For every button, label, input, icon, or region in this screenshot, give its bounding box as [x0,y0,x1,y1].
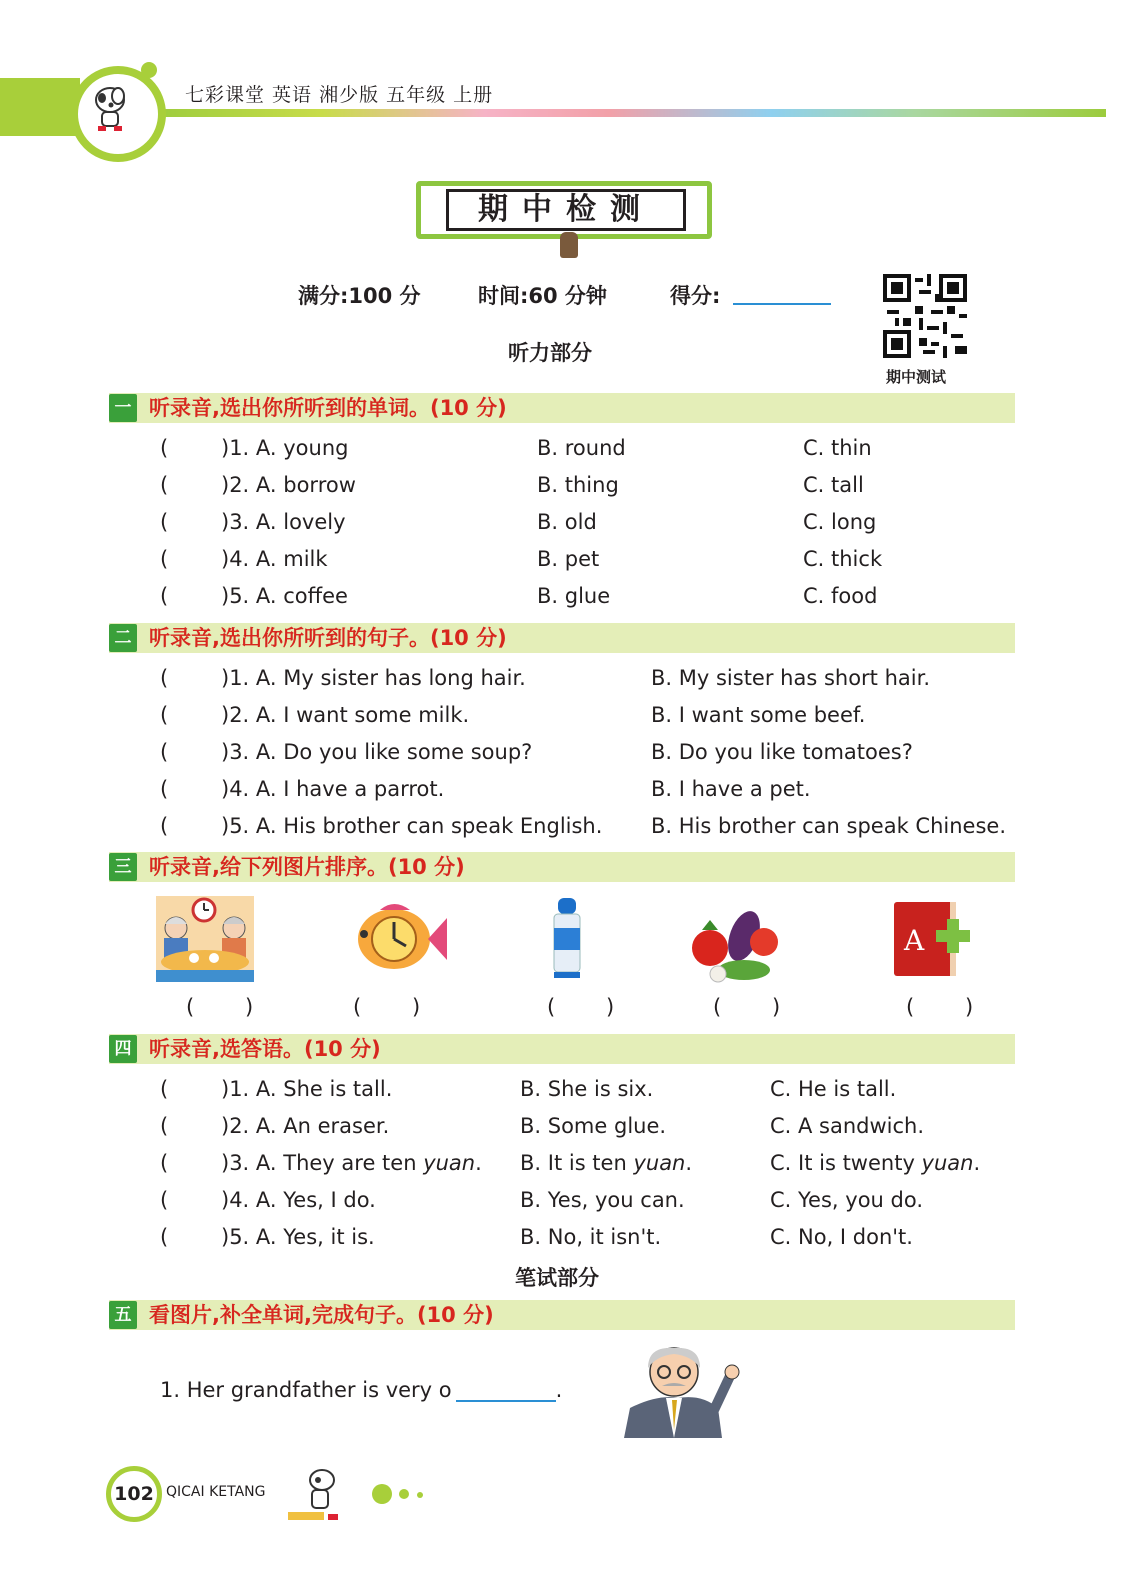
picture-order-paren[interactable]: ) [245,995,254,1019]
time-limit: 时间:60 分钟 [478,284,607,308]
score-blank[interactable] [733,303,831,305]
answer-paren: ( [160,510,169,534]
question-row [0,740,1134,770]
option-b: B. glue [537,584,611,608]
option-b-text: B. Some glue. [520,1114,667,1138]
option-c [770,1151,980,1175]
answer-paren: ( [160,547,169,571]
option-c-text: C. He is tall. [770,1077,897,1101]
qr-caption: 期中测试 [886,368,947,386]
grandparents-dinner-picture [156,896,254,982]
answer-paren: ( [160,1225,169,1249]
picture-order-paren[interactable]: ( [713,995,722,1019]
option-a [221,1151,482,1175]
option-a-text: )2. A. An eraser. [221,1114,390,1138]
section-title: 听录音,给下列图片排序。(10 分) [149,855,465,879]
option-b: B. I want some beef. [651,703,866,727]
option-c-text: C. A sandwich. [770,1114,925,1138]
score-label: 得分: [670,284,721,308]
header-mascot-circle [70,66,166,162]
full-score: 满分:100 分 [298,284,421,308]
picture-order-paren[interactable]: ) [965,995,974,1019]
option-c: C. thick [803,547,883,571]
period: . [973,1151,981,1175]
section-number: 三 [109,853,137,881]
section-title: 听录音,选出你所听到的句子。(10 分) [149,626,507,650]
vegetables-picture [688,900,782,984]
section-number: 二 [109,624,137,652]
picture-order-paren[interactable]: ( [186,995,195,1019]
option-a-text: )1. A. She is tall. [221,1077,393,1101]
answer-paren: ( [160,777,169,801]
question-row [0,547,1134,577]
part-written-heading: 笔试部分 [515,1266,599,1290]
question-row [0,436,1134,466]
currency-word: yuan [423,1151,476,1175]
qr-code-icon[interactable] [883,274,967,358]
option-a: )2. A. borrow [221,473,356,497]
picture-order-paren[interactable]: ( [906,995,915,1019]
section-title: 听录音,选答语。(10 分) [149,1037,381,1061]
question-row [0,1188,1134,1218]
question-end: . [555,1378,563,1402]
question-row [0,1225,1134,1255]
option-b [520,1114,666,1138]
red-book-picture [892,900,974,980]
section-2-bar [109,623,1015,653]
answer-paren: ( [160,584,169,608]
footer-dot-small [417,1492,423,1498]
section-title: 看图片,补全单词,完成句子。(10 分) [149,1303,494,1327]
answer-paren: ( [160,703,169,727]
old-man-picture [618,1338,740,1438]
header-text: 七彩课堂 英语 湘少版 五年级 上册 [185,84,494,106]
option-b [520,1077,653,1101]
option-c: C. tall [803,473,864,497]
option-a: )1. A. My sister has long hair. [221,666,526,690]
section-1-bar [109,393,1015,423]
option-b: B. I have a pet. [651,777,811,801]
question-text: 1. Her grandfather is very o [160,1378,452,1402]
question-row [0,1077,1134,1107]
answer-paren: ( [160,1151,169,1175]
option-a: )4. A. I have a parrot. [221,777,445,801]
option-a: )5. A. coffee [221,584,348,608]
dog-mascot-footer-icon [284,1464,348,1524]
section-number: 一 [109,394,137,422]
option-a-text: )3. A. They are ten [221,1151,424,1175]
header-rainbow-line [150,109,1106,117]
option-c [770,1077,896,1101]
option-a [221,1225,375,1249]
option-a [221,1077,392,1101]
section-4-bar [109,1034,1015,1064]
svg-text:A: A [904,924,925,957]
question-row [0,703,1134,733]
title-peg-icon [560,232,578,258]
footer-dot-medium [399,1489,409,1499]
glue-bottle-picture [552,898,582,980]
answer-paren: ( [160,1114,169,1138]
option-b-text: B. She is six. [520,1077,654,1101]
currency-word: yuan [921,1151,974,1175]
option-a [221,1114,389,1138]
dog-mascot-icon [78,74,142,138]
option-b: B. My sister has short hair. [651,666,930,690]
option-a: )1. A. young [221,436,349,460]
page-title: 期中检测 [446,189,686,231]
option-b: B. pet [537,547,600,571]
option-a: )3. A. lovely [221,510,346,534]
question-row [0,510,1134,540]
option-a: )5. A. His brother can speak English. [221,814,603,838]
option-c [770,1188,923,1212]
option-c: C. long [803,510,877,534]
option-b [520,1188,685,1212]
option-b: B. Do you like tomatoes? [651,740,913,764]
question-row [0,1151,1134,1181]
option-b [520,1151,692,1175]
option-b [520,1225,661,1249]
answer-paren: ( [160,814,169,838]
option-c [770,1225,913,1249]
option-b: B. round [537,436,626,460]
part-listening-heading: 听力部分 [508,341,592,365]
option-b-text: B. No, it isn't. [520,1225,662,1249]
section-number: 四 [109,1035,137,1063]
option-c-text: C. No, I don't. [770,1225,913,1249]
question-row [0,666,1134,696]
section-3-bar [109,852,1015,882]
footer-brand: QICAI KETANG [166,1484,266,1500]
option-a [221,1188,376,1212]
option-a: )3. A. Do you like some soup? [221,740,533,764]
option-a-text: )5. A. Yes, it is. [221,1225,375,1249]
option-c-text: C. It is twenty [770,1151,922,1175]
question-row [0,1114,1134,1144]
picture-order-paren[interactable]: ( [547,995,556,1019]
option-c [770,1114,924,1138]
answer-paren: ( [160,473,169,497]
option-c: C. thin [803,436,872,460]
answer-paren: ( [160,740,169,764]
option-c: C. food [803,584,878,608]
section-5-bar [109,1300,1015,1330]
option-b: B. His brother can speak Chinese. [651,814,1006,838]
section-title: 听录音,选出你所听到的单词。(10 分) [149,396,507,420]
question-row [0,777,1134,807]
option-a: )4. A. milk [221,547,328,571]
option-b: B. thing [537,473,619,497]
question-row [0,814,1134,844]
question-row [0,584,1134,614]
question-5-1 [160,1378,562,1402]
period: . [685,1151,693,1175]
header-band [0,78,80,136]
section-number: 五 [109,1301,137,1329]
option-a: )2. A. I want some milk. [221,703,470,727]
page-number: 102 [106,1466,162,1522]
footer-dot-large [372,1484,392,1504]
answer-paren: ( [160,1188,169,1212]
fish-clock-picture [350,898,448,980]
period: . [475,1151,482,1175]
answer-paren: ( [160,666,169,690]
question-row [0,473,1134,503]
picture-order-paren[interactable]: ( [353,995,362,1019]
picture-order-paren[interactable]: ) [772,995,781,1019]
option-b-text: B. Yes, you can. [520,1188,685,1212]
currency-word: yuan [633,1151,686,1175]
answer-paren: ( [160,1077,169,1101]
option-c-text: C. Yes, you do. [770,1188,924,1212]
answer-blank[interactable] [456,1378,556,1402]
option-a-text: )4. A. Yes, I do. [221,1188,376,1212]
answer-paren: ( [160,436,169,460]
option-b-text: B. It is ten [520,1151,634,1175]
header-dot [141,62,157,78]
option-b: B. old [537,510,597,534]
picture-order-paren[interactable]: ) [412,995,421,1019]
picture-order-paren[interactable]: ) [606,995,615,1019]
